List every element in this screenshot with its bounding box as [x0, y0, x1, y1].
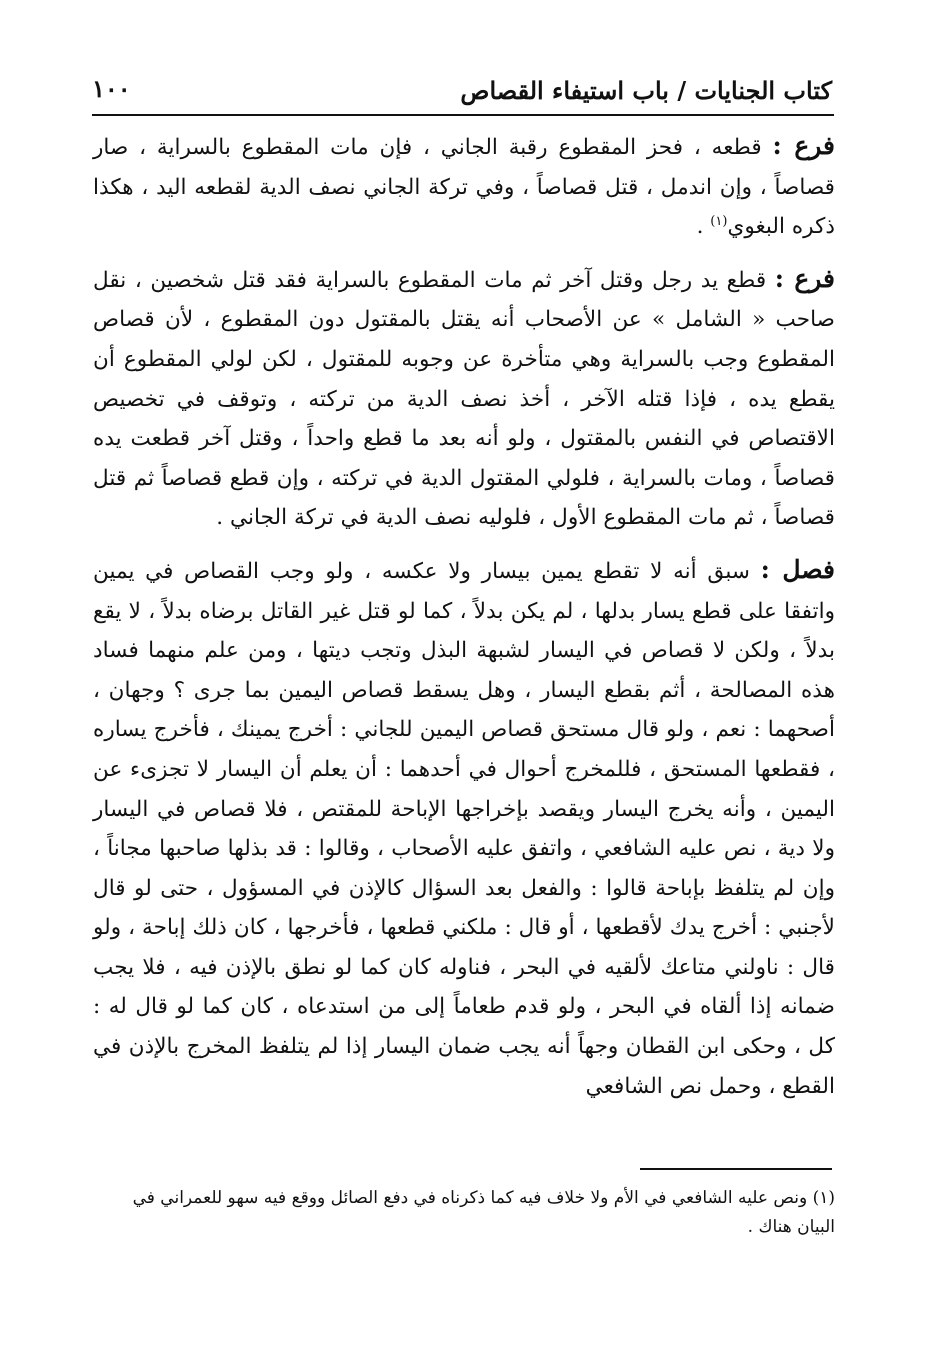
footnote-text: ونص عليه الشافعي في الأم ولا خلاف فيه كما ذكرناه في دفع الصائل ووقع فيه سهو للعمراني في البيان هناك . — [132, 1188, 835, 1237]
paragraph-text: قطع يد رجل وقتل آخر ثم مات المقطوع بالسراية فقد قتل شخصين ، نقل صاحب « الشامل » عن الأصحاب أنه يقتل بالمقتول دون المقطوع ، لأن قصاص المقطوع وجب بالسراية وهي متأخرة عن وجوبه للمقتول ، لكن لولي المقطوع أن يقطع يده ، فإذا قتله الآخر ، أخذ نصف الدية من تركته ، وتوقف في تخصيص الاقتصاص في النفس بالمقتول ، ولو أنه بعد ما قطع واحداً ، وقتل آخر قطعت يده قصاصاً ، ومات بالسراية ، فلولي المقتول الدية في تركته ، وإن قطع قصاصاً ثم قتل قصاصاً ، ثم مات المقطوع الأول ، فلوليه نصف الدية في تركة الجاني . — [93, 267, 835, 531]
paragraph-text: قطعه ، فحز المقطوع رقبة الجاني ، فإن مات المقطوع بالسراية ، صار قصاصاً ، وإن اندمل ، قتل قصاصاً ، وفي تركة الجاني نصف الدية لقطعه اليد ، هكذا ذكره البغوي — [93, 135, 835, 240]
header-title: كتاب الجنايات / باب استيفاء القصاص — [460, 76, 832, 105]
paragraph-far-2 — [93, 259, 835, 538]
paragraph-fasl — [93, 550, 835, 1106]
paragraph-heading: فرع : — [772, 131, 835, 160]
paragraph-tail: . — [696, 214, 711, 240]
page-number: ١٠٠ — [92, 74, 131, 103]
footnote-number: (١) — [812, 1188, 835, 1208]
paragraph-text: سبق أنه لا تقطع يمين بيسار ولا عكسه ، ولو وجب القصاص في يمين واتفقا على قطع يسار بدلها ، لم يكن بدلاً ، كما لو قتل غير القاتل برضاه بدلاً ، لا يقع بدلاً ، ولكن لا قصاص في اليسار لشبهة البذل وتجب ديتها ، ومن علم منهما فساد هذه المصالحة ، أثم بقطع اليسار ، وهل يسقط قصاص اليمين بما جرى ؟ وجهان ، أصحهما : نعم ، ولو قال مستحق قصاص اليمين للجاني : أخرج يمينك ، فأخرج يساره ، فقطعها المستحق ، فللمخرج أحوال في أحدهما : أن يعلم أن اليسار لا تجزىء عن اليمين ، وأنه يخرج اليسار ويقصد بإخراجها الإباحة للمقتص ، فلا قصاص في اليسار ولا دية ، نص عليه الشافعي ، واتفق عليه الأصحاب ، وقالوا : قد بذلها صاحبها مجاناً ، وإن لم يتلفظ بإباحة قالوا : والفعل بعد السؤال كالإذن في المسؤول ، حتى لو قال لأجنبي : أخرج يدك لأقطعها ، أو قال : ملكني قطعها ، فأخرجها ، كان ذلك إباحة ، ولو قال : ناولني متاعك لألقيه في البحر ، فناوله كان كما لو نطق بالإذن فيه ، فلا يجب ضمانه إذا ألقاه في البحر ، ولو قدم طعاماً إلى من استدعاه ، كان كما لو قال له : كل ، وحكى ابن القطان وجهاً أنه يجب ضمان اليسار إذا لم يتلفظ المخرج بالإذن في القطع ، وحمل نص الشافعي — [93, 558, 835, 1099]
footnote-reference[interactable]: (١) — [710, 214, 728, 229]
paragraph-heading: فصل : — [760, 554, 835, 584]
footnote — [93, 1184, 835, 1242]
paragraph-far-1 — [93, 126, 835, 247]
running-header — [92, 70, 832, 114]
main-text — [93, 126, 835, 1106]
paragraph-heading: فرع : — [774, 263, 835, 293]
footnote-divider — [640, 1168, 832, 1170]
header-divider — [92, 114, 834, 116]
